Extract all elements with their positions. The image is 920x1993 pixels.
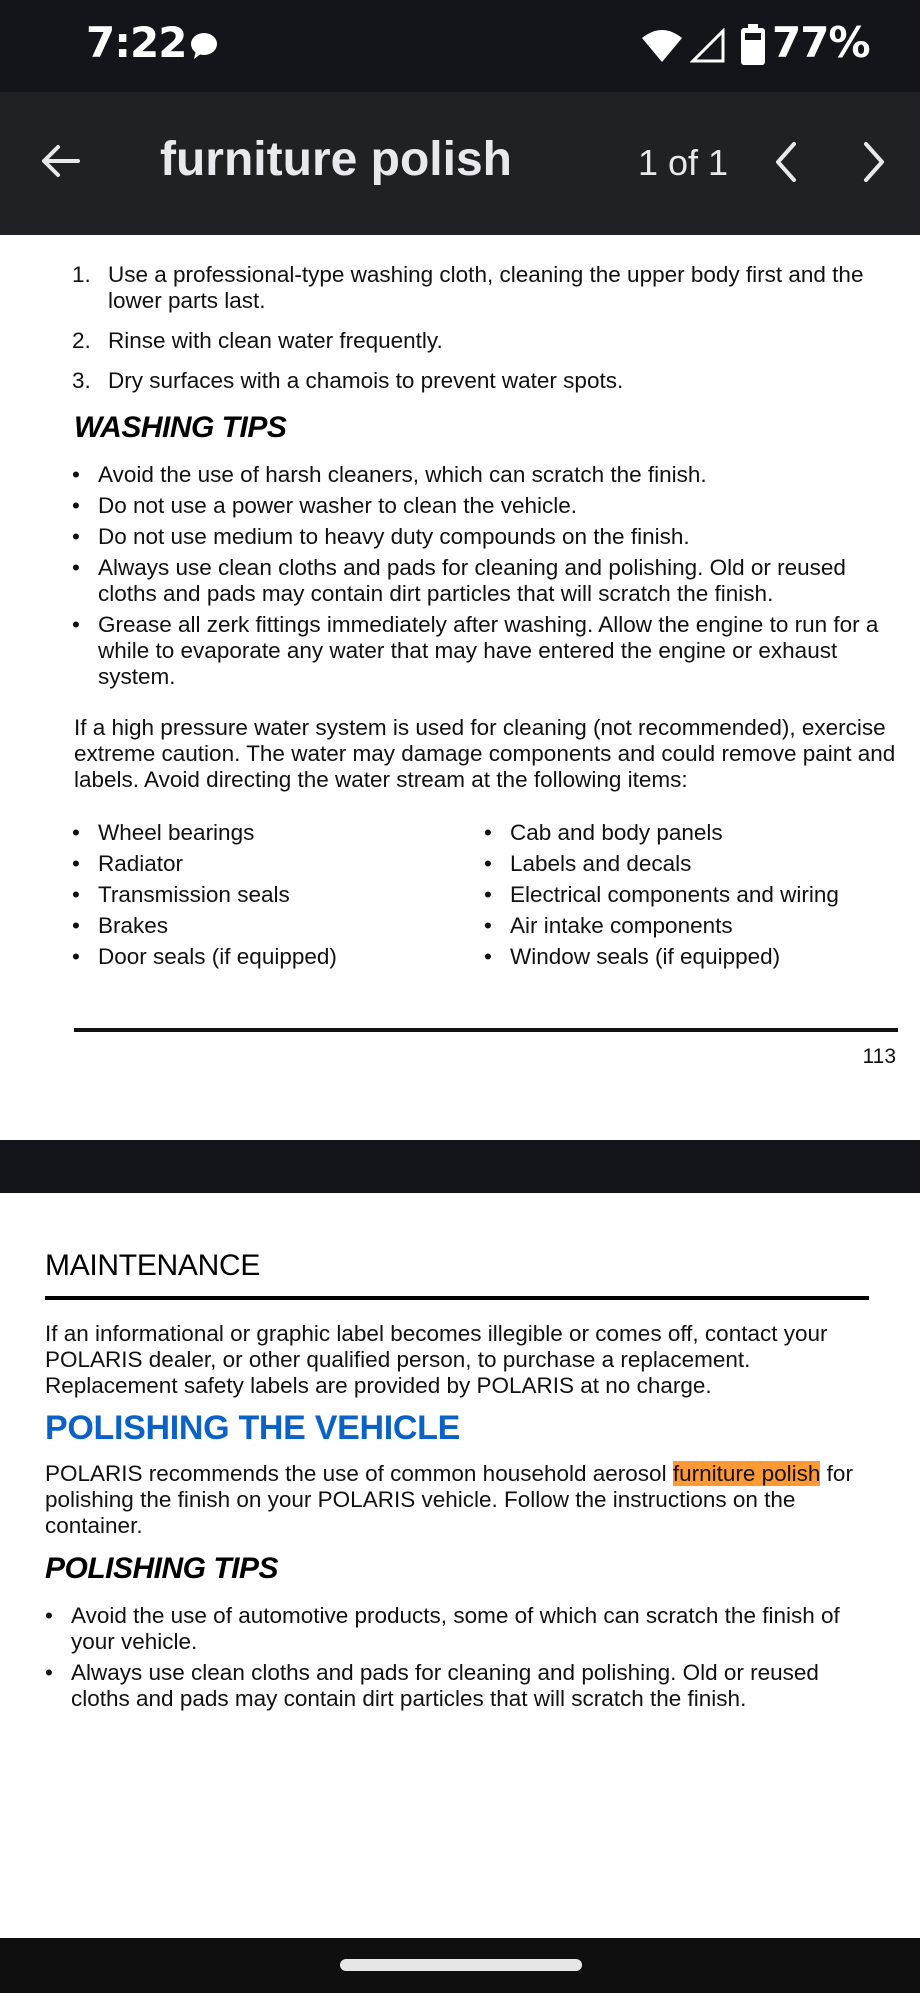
list-item: • Avoid the use of harsh cleaners, which can scratch the finish. — [72, 462, 892, 488]
polishing-text-after: for polishing the finish on your POLARIS vehicle. Follow the instructions on the container. — [45, 1461, 853, 1538]
polishing-tips-heading: POLISHING TIPS — [45, 1552, 279, 1585]
section-title: MAINTENANCE — [45, 1249, 261, 1282]
washing-tips-heading: WASHING TIPS — [74, 411, 287, 444]
back-arrow-icon[interactable] — [38, 138, 84, 184]
list-item: • Always use clean cloths and pads for cleaning and polishing. Old or reused cloths and pads may contain dirt particles that will scratch the finish. — [45, 1660, 875, 1712]
list-item: • Grease all zerk fittings immediately after washing. Allow the engine to run for a while to evaporate any water that may have entered the engine or exhaust system. — [72, 612, 892, 690]
battery-icon — [740, 24, 766, 66]
find-toolbar — [0, 92, 920, 235]
list-item: • Cab and body panels — [484, 820, 904, 846]
list-item: • Door seals (if equipped) — [72, 944, 452, 970]
list-item — [72, 262, 892, 314]
battery-percent: 77% — [772, 18, 870, 67]
status-time: 7:22 — [86, 18, 187, 67]
match-count: 1 of 1 — [638, 142, 729, 183]
list-item: • Window seals (if equipped) — [484, 944, 904, 970]
label-paragraph: If an informational or graphic label becomes illegible or comes off, contact your POLARIS dealer, or other qualified person, to purchase a replacement. Replacement safety labels are provided by POLARIS at no charge. — [45, 1321, 828, 1398]
list-item: • Brakes — [72, 913, 452, 939]
list-item: • Always use clean cloths and pads for cleaning and polishing. Old or reused cloths and pads may contain dirt particles that will scratch the finish. — [72, 555, 892, 607]
list-item: • Radiator — [72, 851, 452, 877]
next-match-icon[interactable] — [858, 138, 890, 186]
avoid-items-right-list — [484, 820, 904, 975]
list-item: • Do not use a power washer to clean the vehicle. — [72, 493, 892, 519]
step-text: Use a professional-type washing cloth, cleaning the upper body first and the lower parts last. — [108, 262, 864, 313]
list-item: • Air intake components — [484, 913, 904, 939]
status-bar — [0, 0, 920, 92]
document-page-114 — [0, 1193, 920, 1938]
list-item: • Do not use medium to heavy duty compounds on the finish. — [72, 524, 892, 550]
polishing-text-before: POLARIS recommends the use of common household aerosol — [45, 1461, 673, 1486]
step-text: Dry surfaces with a chamois to prevent water spots. — [108, 368, 624, 393]
washing-tips-list — [72, 462, 892, 695]
polishing-paragraph — [45, 1461, 875, 1539]
list-item — [72, 368, 892, 394]
gesture-nav-bar — [0, 1938, 920, 1993]
step-number: 3. — [72, 368, 91, 393]
list-item: • Electrical components and wiring — [484, 882, 904, 908]
signal-icon — [690, 28, 726, 64]
list-item: • Wheel bearings — [72, 820, 452, 846]
step-number: 2. — [72, 328, 91, 353]
avoid-items-left-list — [72, 820, 452, 975]
polishing-tips-list — [45, 1603, 875, 1717]
list-item: • Transmission seals — [72, 882, 452, 908]
high-pressure-paragraph: If a high pressure water system is used for cleaning (not recommended), exercise extreme caution. The water may damage components and could remove paint and labels. Avoid directing the water stream at the following items: — [74, 715, 896, 792]
list-item: • Labels and decals — [484, 851, 904, 877]
footer-divider — [74, 1028, 898, 1032]
washing-steps-list — [72, 262, 892, 408]
polishing-heading: POLISHING THE VEHICLE — [45, 1409, 460, 1447]
section-divider — [45, 1296, 869, 1300]
step-number: 1. — [72, 262, 91, 287]
page-number: 113 — [862, 1045, 896, 1068]
page-separator — [0, 1140, 920, 1193]
search-highlight: furniture polish — [672, 1461, 821, 1486]
search-term[interactable]: furniture polish — [160, 133, 512, 186]
list-item — [72, 328, 892, 354]
step-text: Rinse with clean water frequently. — [108, 328, 443, 353]
previous-match-icon[interactable] — [770, 138, 802, 186]
home-handle[interactable] — [340, 1959, 582, 1971]
list-item: • Avoid the use of automotive products, some of which can scratch the finish of your vehicle. — [45, 1603, 875, 1655]
wifi-icon — [640, 28, 684, 64]
document-page-113 — [0, 235, 920, 1140]
message-icon — [188, 32, 218, 60]
